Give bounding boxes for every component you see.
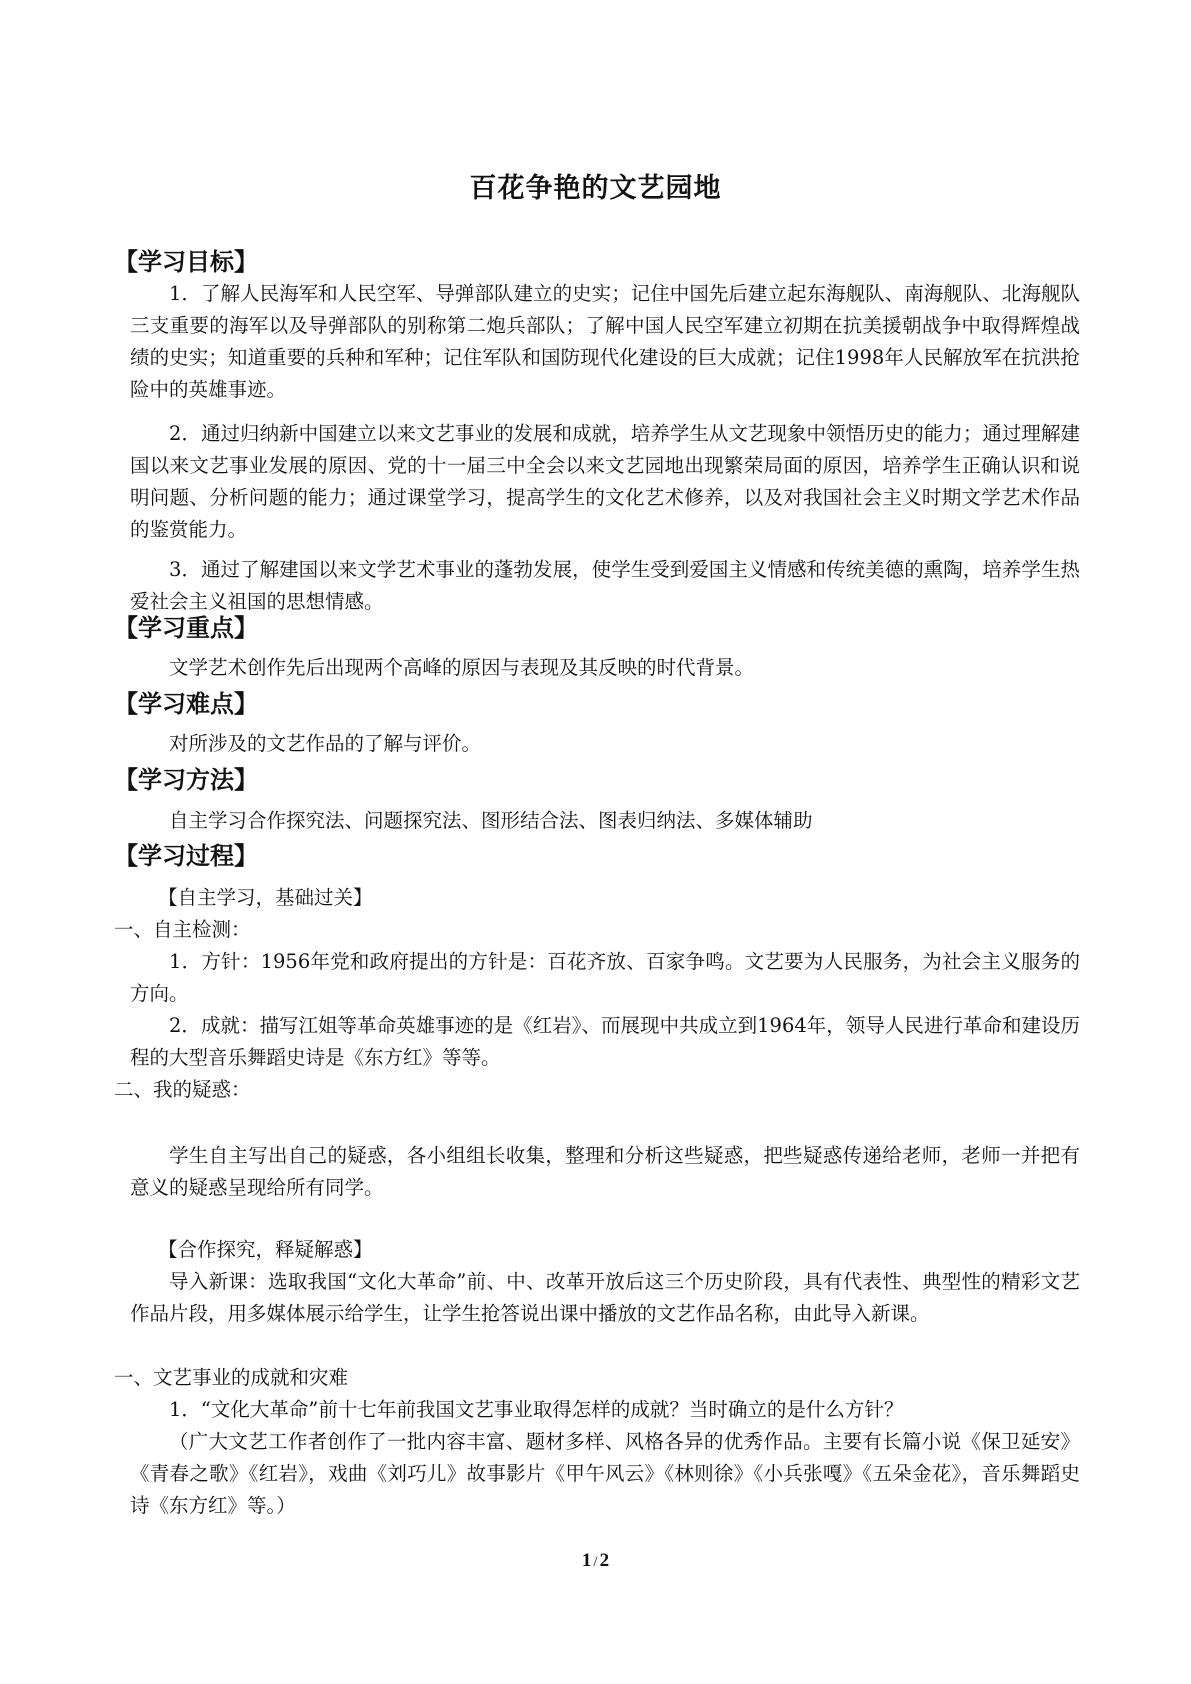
page-current: 1 [581, 1550, 592, 1571]
key-points-heading: 【学习重点】 [114, 614, 258, 642]
page-title: 百花争艳的文艺园地 [469, 173, 722, 204]
intro-text: 导入新课：选取我国“文化大革命”前、中、改革开放后这三个历史阶段，具有代表性、典型性的精彩文艺作品片段，用多媒体展示给学生，让学生抢答说出课中播放的文艺作品名称，由此导入新课。 [130, 1270, 1080, 1325]
doubts-text: 学生自主写出自己的疑惑，各小组组长收集，整理和分析这些疑惑，把些疑惑传递给老师，老师一并把有意义的疑惑呈现给所有同学。 [130, 1144, 1080, 1199]
process-heading: 【学习过程】 [114, 842, 258, 870]
part1-label: 一、文艺事业的成就和灾难 [114, 1366, 349, 1389]
page-total: 2 [599, 1550, 610, 1571]
answer-1: （广大文艺工作者创作了一批内容丰富、题材多样、风格各异的优秀作品。主要有长篇小说《保卫延安》《青春之歌》《红岩》，戏曲《刘巧儿》故事影片《甲午风云》《林则徐》《小兵张嘎》《五朵金花》，音乐舞蹈史诗《东方红》等。） [130, 1430, 1080, 1517]
difficulties-text: 对所涉及的文艺作品的了解与评价。 [169, 732, 482, 755]
self-check-item-1: 1．方针：1956年党和政府提出的方针是：百花齐放、百家争鸣。文艺要为人民服务，为社会主义服务的方向。 [130, 950, 1080, 1005]
goal-item-2: 2．通过归纳新中国建立以来文艺事业的发展和成就，培养学生从文艺现象中领悟历史的能力；通过理解建国以来文艺事业发展的原因、党的十一届三中全会以来文艺园地出现繁荣局面的原因，培养学生正确认识和说明问题、分析问题的能力；通过课堂学习，提高学生的文化艺术修养，以及对我国社会主义时期文学艺术作品的鉴赏能力。 [130, 422, 1080, 541]
question-1: 1．“文化大革命”前十七年前我国文艺事业取得怎样的成就？当时确立的是什么方针？ [169, 1398, 904, 1421]
goal-item-3: 3．通过了解建国以来文学艺术事业的蓬勃发展，使学生受到爱国主义情感和传统美德的熏陶，培养学生热爱社会主义祖国的思想情感。 [130, 558, 1080, 613]
goal-item-1: 1．了解人民海军和人民空军、导弹部队建立的史实；记住中国先后建立起东海舰队、南海舰队、北海舰队三支重要的海军以及导弹部队的别称第二炮兵部队；了解中国人民空军建立初期在抗美援朝战争中取得辉煌战绩的史实；知道重要的兵种和军种；记住军队和国防现代化建设的巨大成就；记住1998年人民解放军在抗洪抢险中的英雄事迹。 [130, 282, 1080, 401]
goals-heading: 【学习目标】 [114, 248, 258, 276]
coop-title: 【合作探究，释疑解惑】 [158, 1238, 373, 1261]
key-points-text: 文学艺术创作先后出现两个高峰的原因与表现及其反映的时代背景。 [169, 656, 755, 679]
doubts-label: 二、我的疑惑： [114, 1078, 251, 1101]
methods-text: 自主学习合作探究法、问题探究法、图形结合法、图表归纳法、多媒体辅助 [169, 809, 813, 832]
self-check-item-2: 2．成就：描写江姐等革命英雄事迹的是《红岩》、而展现中共成立到1964年，领导人民进行革命和建设历程的大型音乐舞蹈史诗是《东方红》等等。 [130, 1014, 1080, 1069]
methods-heading: 【学习方法】 [114, 766, 258, 794]
self-study-title: 【自主学习，基础过关】 [158, 886, 373, 909]
self-check-label: 一、自主检测： [114, 918, 251, 941]
page-number [0, 1550, 1191, 1572]
page-sep: / [593, 1554, 598, 1570]
difficulties-heading: 【学习难点】 [114, 690, 258, 718]
